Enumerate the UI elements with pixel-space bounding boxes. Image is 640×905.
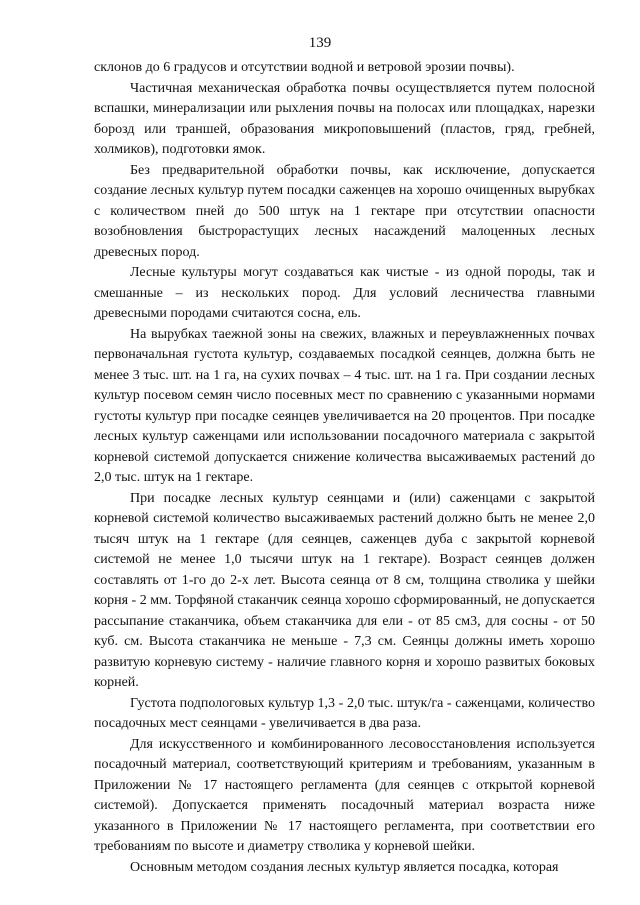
paragraph-8: Для искусственного и комбинированного лесовосстановления используется посадочный материал, соответствующий критериям и требованиям, указанным в Приложении № 17 настоящего регламента (для сеянцев с открытой корневой системой). Допускается применять посадочный материал возраста ниже указанного в Приложении № 17 настоящего регламента, при соответствии его требованиям по высоте и диаметру стволика у корневой шейки. [94, 736, 595, 854]
paragraph-9: Основным методом создания лесных культур является посадка, которая [130, 859, 559, 875]
page-number: 139 [308, 35, 332, 51]
paragraph-5: На вырубках таежной зоны на свежих, влажных и переувлажненных почвах первоначальная густота культур, создаваемых посадкой сеянцев, должна быть не менее 3 тыс. шт. на 1 га, на сухих почвах – 4 тыс. шт. на 1 га. При создании лесных культур посевом семян число посевных мест по сравнению с указанными нормами густоты культур при посадке сеянцев увеличивается на 20 процентов. При посадке лесных культур саженцами или использовании посадочного материала с закрытой корневой системой допускается снижение количества высаживаемых растений до 2,0 тыс. штук на 1 гектаре. [94, 326, 595, 485]
paragraph-6: При посадке лесных культур сеянцами и (или) саженцами с закрытой корневой системой количество высаживаемых растений должно быть не менее 2,0 тысяч штук на 1 гектаре (для сеянцев, саженцев дуба с закрытой корневой системой не менее 1,0 тысячи штук на 1 гектаре). Возраст сеянцев должен составлять от 1-го до 2-х лет. Высота сеянца от 8 см, толщина стволика у шейки корня - 2 мм. Торфяной стаканчик сеянца хорошо сформированный, не допускается рассыпание стаканчика, объем стаканчика для ели - от 85 см3, для сосны - от 50 куб. см. Высота стаканчика не меньше - 7,3 см. Сеянцы должны иметь хорошо развитую корневую систему - наличие главного корня и хорошо развитых боковых корней. [94, 490, 595, 690]
document-body [94, 58, 595, 878]
paragraph-7: Густота подпологовых культур 1,3 - 2,0 тыс. штук/га - саженцами, количество посадочных мест сеянцами - увеличивается в два раза. [94, 695, 595, 731]
paragraph-3: Без предварительной обработки почвы, как исключение, допускается создание лесных культур путем посадки саженцев на хорошо очищенных вырубках с количеством пней до 500 штук на 1 гектаре при отсутствии опасности возобновления быстрорастущих лесных насаждений малоценных лесных древесных пород. [94, 162, 595, 260]
paragraph-4: Лесные культуры могут создаваться как чистые - из одной породы, так и смешанные – из нескольких пород. Для условий лесничества главными древесными породами считаются сосна, ель. [94, 265, 595, 321]
paragraph-2: Частичная механическая обработка почвы осуществляется путем полосной вспашки, минерализации или рыхления почвы на полосах или площадках, нарезки борозд или траншей, образования микроповышений (пластов, гряд, гребней, холмиков), подготовки ямок. [94, 80, 595, 157]
paragraph-1: склонов до 6 градусов и отсутствии водной и ветровой эрозии почвы). [94, 60, 515, 75]
